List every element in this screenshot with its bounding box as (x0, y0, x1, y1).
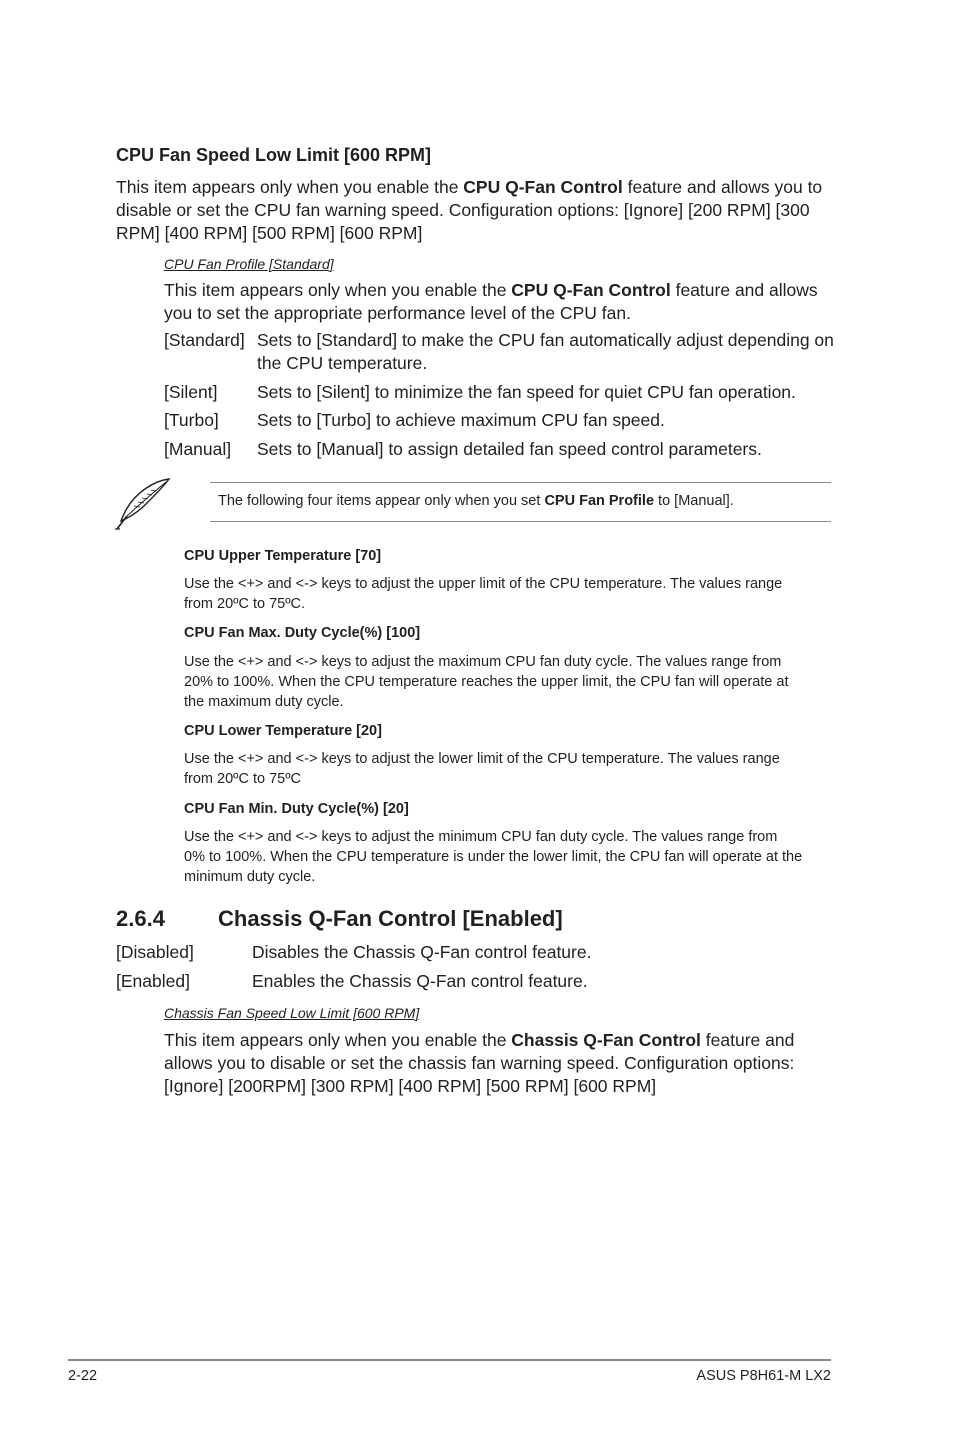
feather-pen-icon (114, 476, 172, 532)
paragraph-line: 20% to 100%. When the CPU temperature reaches the upper limit, the CPU fan will operate at (184, 674, 789, 690)
note-top-rule (210, 482, 831, 483)
text: This item appears only when you enable the (116, 177, 464, 197)
text: feature and allows (670, 280, 818, 300)
option-key: [Enabled] (116, 971, 190, 991)
chassis-low-limit-description (164, 1029, 834, 1098)
paragraph-line (164, 279, 834, 302)
text: feature and allows you to (622, 177, 823, 197)
paragraph-line: from 20ºC to 75ºC (184, 771, 301, 787)
paragraph-line: from 20ºC to 75ºC. (184, 596, 305, 612)
text: feature and (700, 1030, 795, 1050)
option-value: Sets to [Manual] to assign detailed fan speed control parameters. (257, 439, 762, 459)
cpu-fan-max-duty-cycle-description (184, 652, 834, 712)
note-text (218, 493, 734, 509)
paragraph-line: Use the <+> and <-> keys to adjust the upper limit of the CPU temperature. The values range (184, 576, 783, 592)
product-name: ASUS P8H61-M LX2 (696, 1368, 831, 1384)
option-value: Disables the Chassis Q-Fan control feature. (252, 942, 592, 962)
option-row-manual (164, 438, 844, 461)
option-key: [Silent] (164, 382, 218, 402)
heading-cpu-lower-temperature: CPU Lower Temperature [20] (184, 723, 382, 739)
heading-cpu-fan-speed-low-limit: CPU Fan Speed Low Limit [600 RPM] (116, 145, 432, 165)
text: to [Manual]. (654, 493, 734, 509)
paragraph-line: [Ignore] [200RPM] [300 RPM] [400 RPM] [500 RPM] [600 RPM] (164, 1076, 657, 1096)
page-number: 2-22 (68, 1368, 98, 1384)
option-row-silent (164, 381, 844, 404)
note-bottom-rule (210, 521, 831, 522)
paragraph-line: Use the <+> and <-> keys to adjust the minimum CPU fan duty cycle. The values range from (184, 829, 778, 845)
subitem-cpu-fan-profile: CPU Fan Profile [Standard] (164, 256, 334, 272)
text: This item appears only when you enable the (164, 280, 512, 300)
section-number: 2.6.4 (116, 906, 165, 931)
cpu-low-limit-description (116, 176, 836, 245)
subitem-chassis-fan-speed-low-limit: Chassis Fan Speed Low Limit [600 RPM] (164, 1005, 420, 1021)
paragraph-line: disable or set the CPU fan warning speed. Configuration options: [Ignore] [200 RPM] [300 (116, 200, 810, 220)
paragraph-line: Use the <+> and <-> keys to adjust the lower limit of the CPU temperature. The values range (184, 751, 780, 767)
text: This item appears only when you enable the (164, 1030, 512, 1050)
option-row-standard (164, 329, 844, 375)
bold-term: CPU Fan Profile (544, 493, 655, 509)
section-title: Chassis Q-Fan Control [Enabled] (218, 906, 563, 931)
cpu-upper-temperature-description (184, 574, 834, 614)
option-value: Enables the Chassis Q-Fan control feature. (252, 971, 588, 991)
bold-term: CPU Q-Fan Control (511, 280, 671, 300)
heading-cpu-fan-min-duty-cycle: CPU Fan Min. Duty Cycle(%) [20] (184, 801, 409, 817)
paragraph-line: Use the <+> and <-> keys to adjust the maximum CPU fan duty cycle. The values range from (184, 654, 782, 670)
option-row-enabled (116, 970, 816, 993)
paragraph-line: RPM] [400 RPM] [500 RPM] [600 RPM] (116, 223, 423, 243)
text: The following four items appear only when you set (218, 493, 545, 509)
option-row-turbo (164, 409, 844, 432)
option-value: Sets to [Standard] to make the CPU fan automatically adjust depending on the CPU temperature. (257, 330, 834, 373)
option-row-disabled (116, 941, 816, 964)
option-key: [Manual] (164, 439, 232, 459)
bold-term: Chassis Q-Fan Control (511, 1030, 701, 1050)
cpu-lower-temperature-description (184, 749, 834, 789)
paragraph-line: 0% to 100%. When the CPU temperature is under the lower limit, the CPU fan will operate at the (184, 849, 803, 865)
paragraph-line: you to set the appropriate performance level of the CPU fan. (164, 303, 631, 323)
paragraph-line (164, 1029, 834, 1052)
paragraph-line: minimum duty cycle. (184, 869, 316, 885)
paragraph-line: allows you to disable or set the chassis fan warning speed. Configuration options: (164, 1053, 795, 1073)
option-value: Sets to [Turbo] to achieve maximum CPU fan speed. (257, 410, 665, 430)
footer-rule (68, 1359, 831, 1361)
cpu-fan-min-duty-cycle-description (184, 827, 834, 887)
option-key: [Standard] (164, 330, 245, 350)
cpu-fan-profile-description (164, 279, 834, 325)
bold-term: CPU Q-Fan Control (463, 177, 623, 197)
paragraph-line: the maximum duty cycle. (184, 694, 344, 710)
heading-cpu-upper-temperature: CPU Upper Temperature [70] (184, 548, 382, 564)
option-key: [Turbo] (164, 410, 219, 430)
paragraph-line (116, 176, 836, 199)
option-value: Sets to [Silent] to minimize the fan speed for quiet CPU fan operation. (257, 382, 796, 402)
heading-cpu-fan-max-duty-cycle: CPU Fan Max. Duty Cycle(%) [100] (184, 625, 421, 641)
option-key: [Disabled] (116, 942, 194, 962)
